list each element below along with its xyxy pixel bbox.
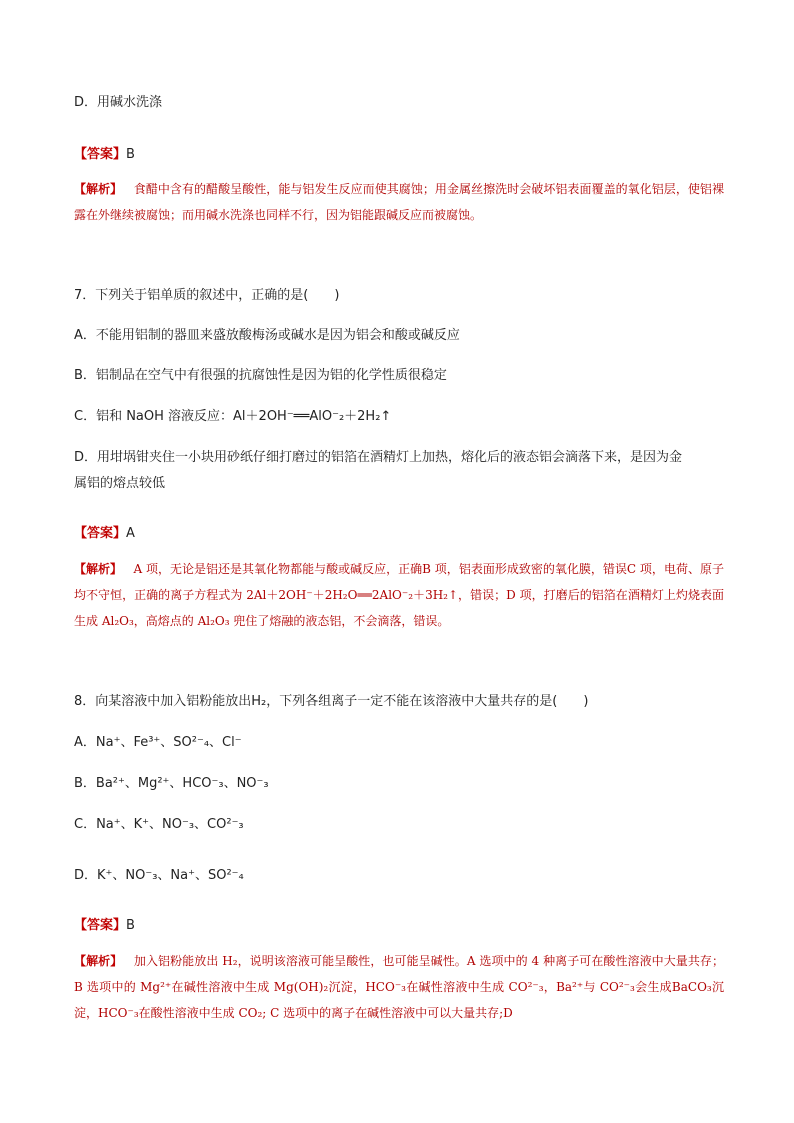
q7-answer — [74, 522, 724, 541]
q8-option-b: B．Ba²⁺、Mg²⁺、HCO⁻₃、NO⁻₃ — [74, 776, 269, 791]
answer-label: 【答案】 — [74, 918, 127, 933]
q7-explanation — [74, 556, 724, 634]
q8-option-d: D．K⁺、NO⁻₃、Na⁺、SO²⁻₄ — [74, 868, 244, 883]
q8-explanation — [74, 948, 724, 1026]
explanation-label: 【解析】 — [74, 182, 123, 196]
explanation-label: 【解析】 — [74, 954, 123, 968]
explanation-text: 食醋中含有的醋酸呈酸性，能与铝发生反应而使其腐蚀；用金属丝擦洗时会破坏铝表面覆盖的氧化铝层，使铝裸露在外继续被腐蚀；而用碱水洗涤也同样不行，因为铝能跟碱反应而被腐蚀。 — [74, 182, 724, 222]
q8-option-c: C．Na⁺、K⁺、NO⁻₃、CO²⁻₃ — [74, 817, 244, 832]
answer-label: 【答案】 — [74, 526, 127, 541]
answer-value: B — [126, 147, 135, 162]
answer-label: 【答案】 — [74, 147, 127, 162]
q6-option-d: D．用碱水洗涤 — [74, 95, 163, 110]
q8-answer — [74, 914, 724, 933]
q7-option-c: C．铝和 NaOH 溶液反应：Al＋2OH⁻══AlO⁻₂＋2H₂↑ — [74, 409, 392, 424]
explanation-text: A 项，无论是铝还是其氧化物都能与酸或碱反应，正确B 项，铝表面形成致密的氧化膜，错误C 项，电荷、原子均不守恒，正确的离子方程式为 2Al＋2OH⁻＋2H₂O══2AlO⁻₂＋3H₂↑，错误；D 项，打磨后的铝箔在酒精灯上灼烧表面生成 Al₂O₃，高熔点的 Al₂O₃ 兜住了熔融的液态铝，不会滴落，错误。 — [74, 562, 724, 628]
q8-stem: 8．向某溶液中加入铝粉能放出H₂，下列各组离子一定不能在该溶液中大量共存的是( ) — [74, 694, 589, 709]
q6-explanation — [74, 176, 724, 228]
q7-option-a: A．不能用铝制的器皿来盛放酸梅汤或碱水是因为铝会和酸或碱反应 — [74, 328, 460, 343]
q6-answer — [74, 143, 724, 162]
q7-option-d-line1: D．用坩埚钳夹住一小块用砂纸仔细打磨过的铝箔在酒精灯上加热，熔化后的液态铝会滴落下来，是因为金 — [74, 450, 683, 465]
explanation-label: 【解析】 — [74, 562, 123, 576]
q7-stem: 7．下列关于铝单质的叙述中，正确的是( ) — [74, 288, 340, 303]
answer-value: A — [126, 526, 135, 541]
q7-option-d-line2: 属铝的熔点较低 — [74, 476, 166, 491]
q7-option-b: B．铝制品在空气中有很强的抗腐蚀性是因为铝的化学性质很稳定 — [74, 368, 447, 383]
answer-value: B — [126, 918, 135, 933]
explanation-text: 加入铝粉能放出 H₂，说明该溶液可能呈酸性，也可能呈碱性。A 选项中的 4 种离子可在酸性溶液中大量共存；B 选项中的 Mg²⁺在碱性溶液中生成 Mg(OH)₂沉淀，HCO⁻₃在碱性溶液中生成 CO²⁻₃，Ba²⁺与 CO²⁻₃会生成BaCO₃沉淀，HCO⁻₃在酸性溶液中生成 CO₂; C 选项中的离子在碱性溶液中可以大量共存;D — [74, 954, 724, 1020]
q8-option-a: A．Na⁺、Fe³⁺、SO²⁻₄、Cl⁻ — [74, 735, 242, 750]
